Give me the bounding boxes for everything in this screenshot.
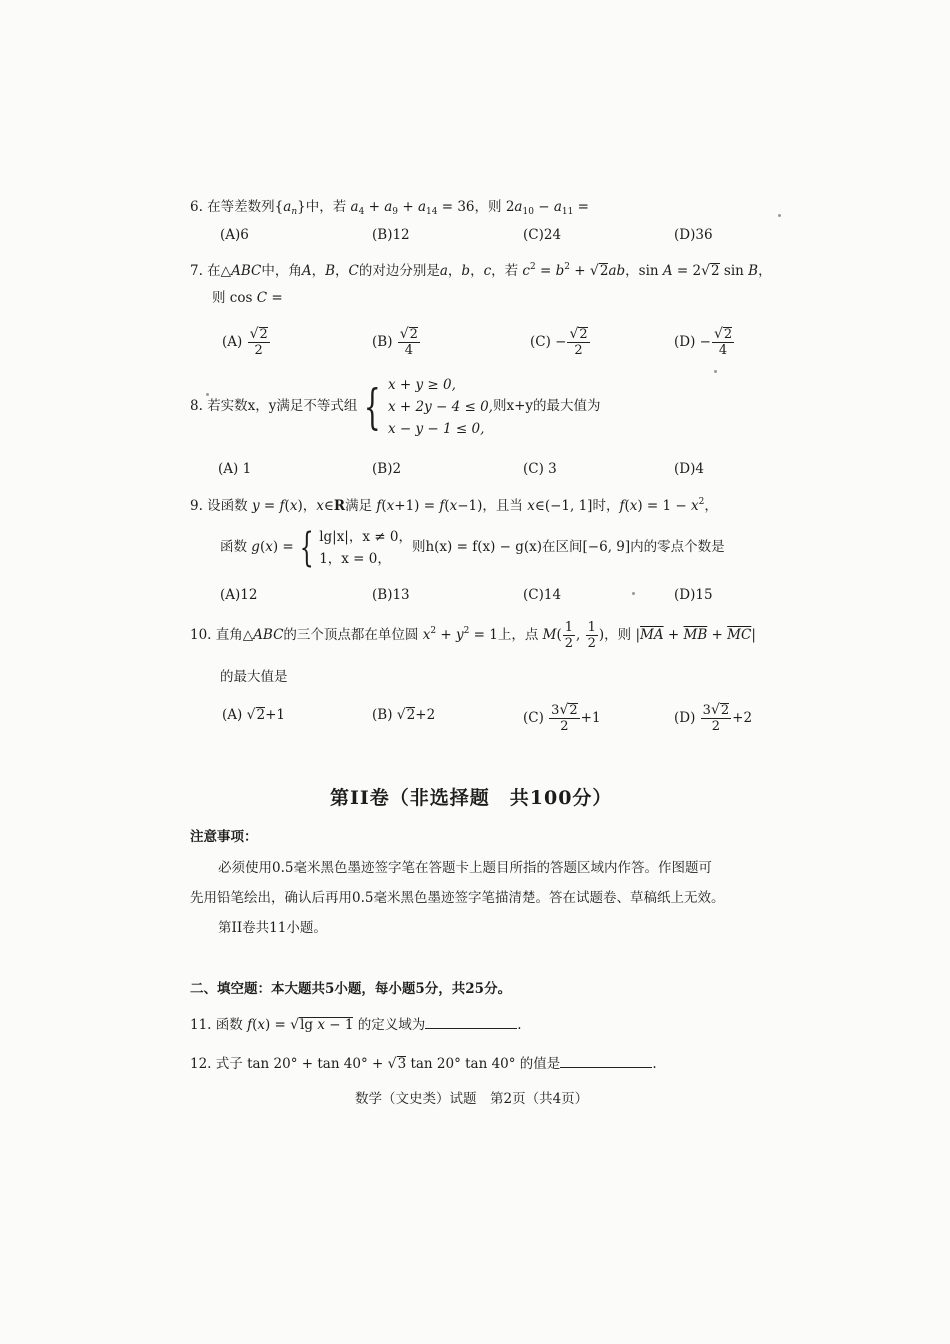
q8-option-a: (A) 1 [218,461,252,477]
q7-stem: 7. 在△ABC中，角A，B，C的对边分别是a，b，c，若 $c^2 = b^2 + √2ab$，sin A = 2√2 sin B， [190,262,772,279]
q9-g-cases [319,526,412,570]
q9-tail: 则h(x) = f(x) − g(x)在区间[−6, 9]内的零点个数是 [411,539,725,556]
q8-conditions [388,374,493,440]
q9-stem: 9. 设函数 y = f(x)，x∈R满足 f(x+1) = f(x−1)，且当 x∈(−1, 1]时，$f(x) = 1 - x^2$， [190,497,718,514]
q10-option-d: (D) $\frac{3√2}{2}$ +2 [674,702,753,734]
q7-option-d: (D) − $\frac{√2}{4}$ [674,326,733,358]
section-title: 第II卷（非选择题 共100分） [330,787,613,809]
q8-brace: { [364,379,382,435]
q10-option-a: (A) √2+1 [222,707,285,723]
q6-stem: 6. 在等差数列$\{a_n\}$中，若 $a_4 + a_9 + a_{14} = 36$，则 $2a_{10} - a_{11}$ = [190,199,589,217]
scan-speck [632,592,635,595]
q8-option-b: (B)2 [372,461,402,477]
q9-option-a: (A)12 [220,587,258,603]
q6-option-c: (C)24 [523,227,562,243]
q8-condition-2: x + 2y − 4 ≤ 0, [387,399,493,415]
q8-text: 若实数x，y满足不等式组 [207,398,358,415]
page-footer: 数学（文史类）试题 第2页（共4页） [355,1091,589,1107]
q7-option-b: (B) $\frac{√2}{4}$ [372,326,418,358]
q8-number: 8. [190,398,203,415]
q8-condition-1: x + y ≥ 0, [387,377,456,393]
part2-title: 二、填空题：本大题共5小题，每小题5分，共25分。 [190,981,512,997]
q8-stem [190,374,601,440]
notice-title: 注意事项： [190,829,258,845]
q11-stem: 11. 函数 f(x) = √lg x − 1 的定义域为 . [190,1017,522,1033]
q7-number: 7. [190,263,203,279]
q12-number: 12. [190,1056,212,1072]
q10-stem-line2: 的最大值是 [220,669,288,685]
q8-tail: 则x+y的最大值为 [492,398,601,415]
q10-stem: 10. 直角△ABC的三个顶点都在单位圆 $x^2 + y^2 = 1$上，点 M( $\frac{1}{2}$ , $\frac{1}{2}$ )，则 $|\overline{MA} + \overline{MB} + \overline{MC}|$ [190,620,756,651]
q9-option-c: (C)14 [523,587,562,603]
q10-option-c: (C) $\frac{3√2}{2}$ +1 [523,702,601,734]
q12-answer-blank [560,1055,652,1068]
q6-option-a: (A)6 [220,227,249,243]
q9-option-b: (B)13 [372,587,410,603]
notice-line-1: 必须使用0.5毫米黑色墨迹签字笔在答题卡上题目所指的答题区域内作答。作图题可 [218,860,712,876]
q9-g-case-2: 1，x = 0， [319,551,391,567]
q12-stem: 12. 式子 tan 20° + tan 40° + √3 tan 20° tan 40° 的值是 . [190,1056,657,1072]
q7-stem-line2: 则 cos C = [212,290,283,306]
q8-condition-3: x − y − 1 ≤ 0, [387,421,485,437]
q10-number: 10. [190,627,212,643]
q9-brace: { [299,525,314,571]
q7-option-a: (A) $\frac{√2}{2}$ [222,326,268,358]
q9-number: 9. [190,498,203,514]
q7-option-c: (C) − $\frac{√2}{2}$ [530,326,588,358]
notice-line-2: 先用铅笔绘出，确认后再用0.5毫米黑色墨迹签字笔描清楚。答在试题卷、草稿纸上无效。 [190,890,725,906]
notice-line-3: 第II卷共11小题。 [218,920,327,936]
q8-option-c: (C) 3 [523,461,557,477]
q9-stem-line2: 函数 g(x) = { lg|x|，x ≠ 0， 1，x = 0， 则h(x) = f(x) − g(x)在区间[−6, 9]内的零点个数是 [220,525,725,571]
q6-option-b: (B)12 [372,227,410,243]
q8-option-d: (D)4 [674,461,704,477]
scan-speck [778,214,781,217]
q10-option-b: (B) √2+2 [372,707,436,723]
q11-number: 11. [190,1017,212,1033]
q6-option-d: (D)36 [674,227,713,243]
q9-g-case-1: lg|x|，x ≠ 0， [319,529,412,545]
scan-speck [714,370,717,373]
q6-number: 6. [190,199,203,215]
q9-option-d: (D)15 [674,587,713,603]
q11-answer-blank [425,1016,517,1029]
